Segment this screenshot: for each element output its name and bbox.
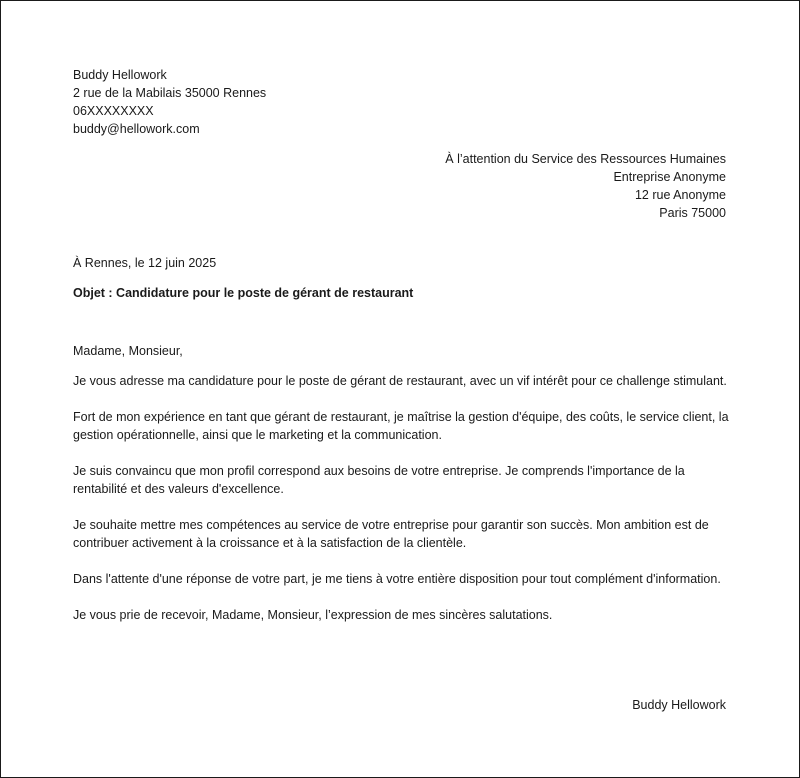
letter-body xyxy=(73,342,731,642)
letter-paragraph: Je suis convaincu que mon profil correspond aux besoins de votre entreprise. Je comprends l'importance de la rentabilité et des valeurs d'excellence. xyxy=(73,464,685,496)
letter-date: À Rennes, le 12 juin 2025 xyxy=(73,256,217,270)
letter-paragraph: Je vous prie de recevoir, Madame, Monsieur, l’expression de mes sincères salutations. xyxy=(73,608,553,622)
sender-email: buddy@hellowork.com xyxy=(73,122,200,136)
recipient-block xyxy=(445,150,726,222)
letter-greeting: Madame, Monsieur, xyxy=(73,344,183,358)
letter-paragraph: Je vous adresse ma candidature pour le poste de gérant de restaurant, avec un vif intérêt pour ce challenge stimulant. xyxy=(73,374,727,388)
recipient-attention: À l’attention du Service des Ressources Humaines xyxy=(445,152,726,166)
recipient-city: Paris 75000 xyxy=(659,206,726,220)
letter-paragraph: Dans l'attente d'une réponse de votre part, je me tiens à votre entière disposition pour tout complément d'information. xyxy=(73,572,721,586)
sender-name: Buddy Hellowork xyxy=(73,68,167,82)
sender-phone: 06XXXXXXXX xyxy=(73,104,154,118)
letter-signature: Buddy Hellowork xyxy=(632,698,726,712)
sender-address: 2 rue de la Mabilais 35000 Rennes xyxy=(73,86,267,100)
recipient-company: Entreprise Anonyme xyxy=(613,170,726,184)
letter-paragraph: Je souhaite mettre mes compétences au service de votre entreprise pour garantir son succès. Mon ambition est de contribuer activement à la croissance et à la satisfaction de la clientèle. xyxy=(73,518,709,550)
letter-paragraph: Fort de mon expérience en tant que gérant de restaurant, je maîtrise la gestion d'équipe, des coûts, le service client, la gestion opérationnelle, ainsi que le marketing et la communication. xyxy=(73,410,729,442)
letter-subject: Objet : Candidature pour le poste de gérant de restaurant xyxy=(73,286,414,300)
sender-block xyxy=(73,66,266,138)
recipient-street: 12 rue Anonyme xyxy=(634,188,726,202)
